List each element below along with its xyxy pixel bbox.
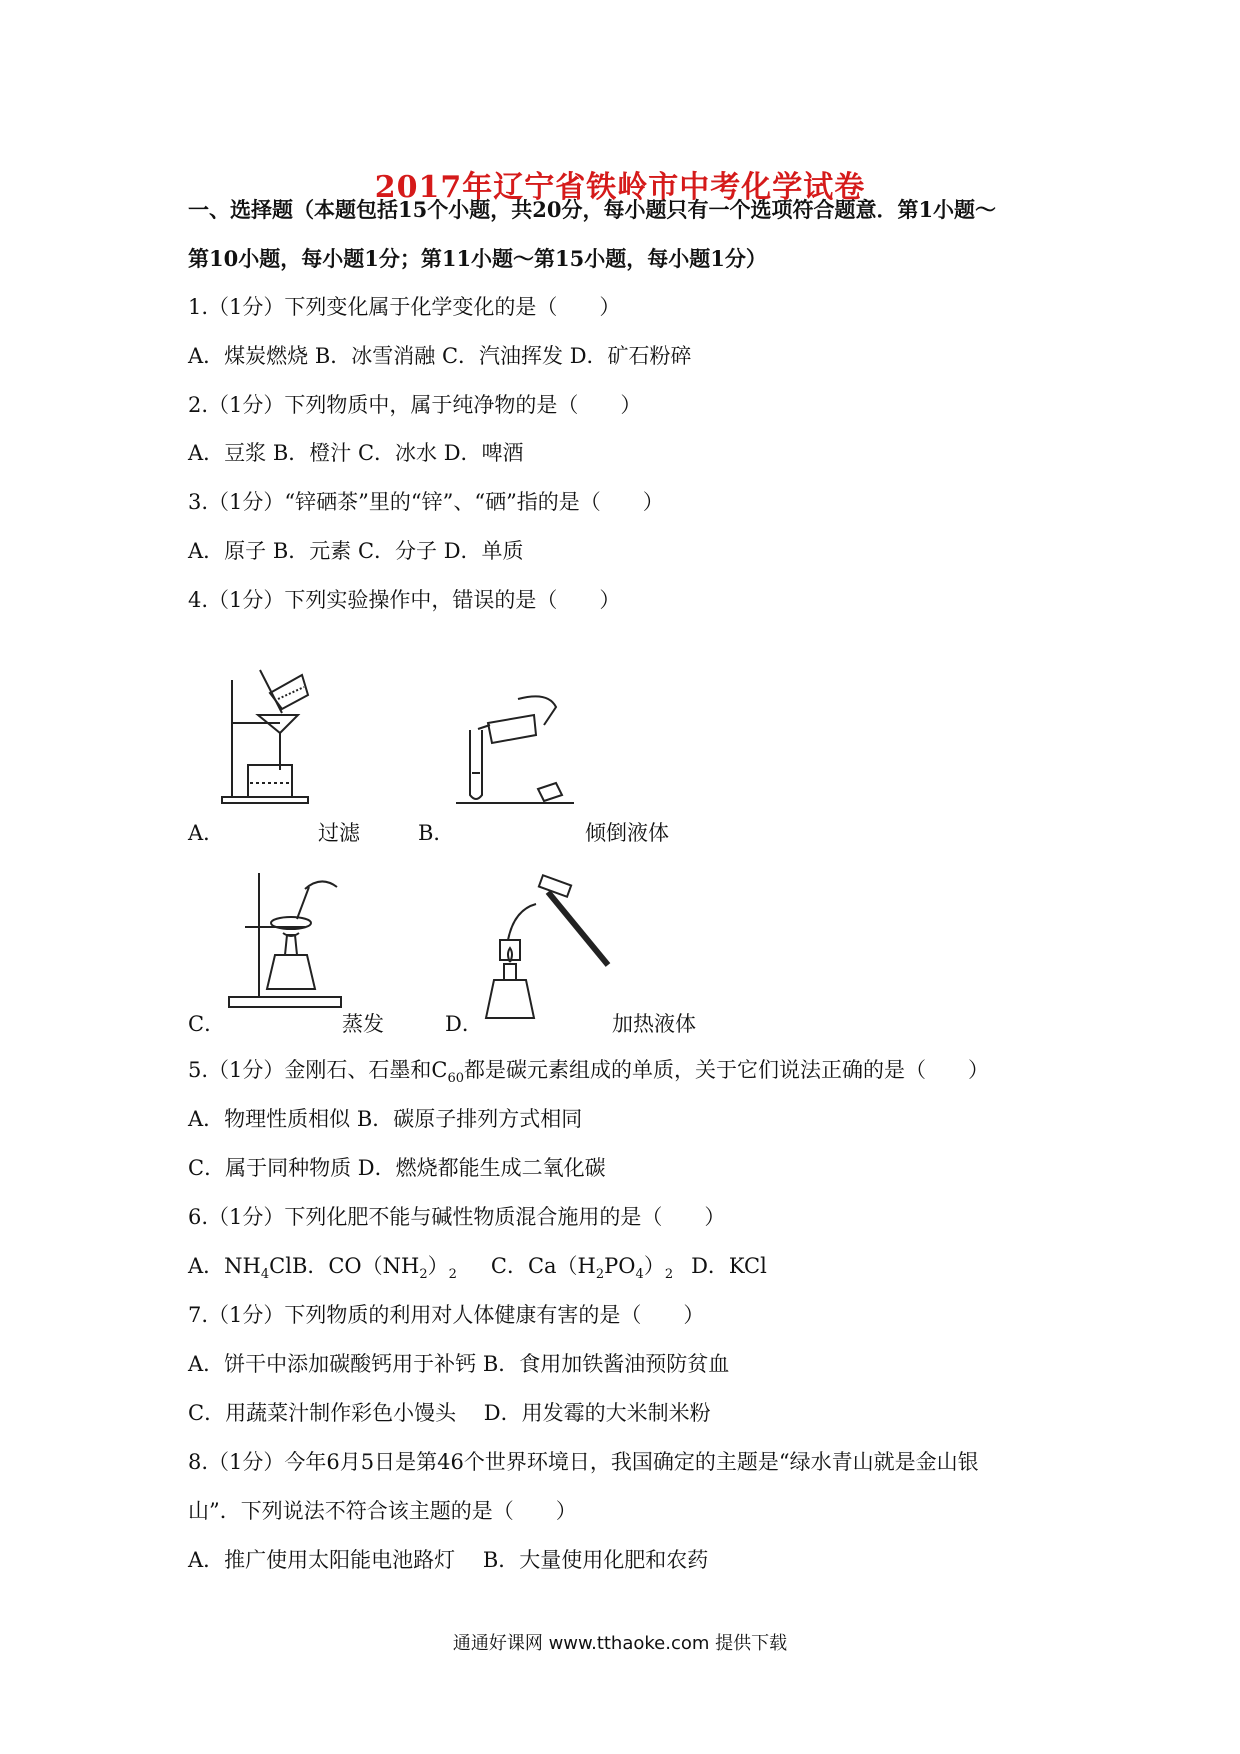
question-7: 7.（1分）下列物质的利用对人体健康有害的是（ ）	[188, 1303, 705, 1327]
heating-liquid-image	[478, 870, 618, 1025]
q6-option-a: A．NH	[188, 1254, 261, 1278]
evaporation-apparatus-image	[225, 865, 345, 1010]
question-2: 2.（1分）下列物质中，属于纯净物的是（ ）	[188, 393, 642, 417]
q6-option-c-mid2: ）	[643, 1254, 665, 1278]
q4-option-a-letter: A．	[188, 821, 225, 845]
question-7-options-1: A．饼干中添加碳酸钙用于补钙 B．食用加铁酱油预防贫血	[188, 1352, 730, 1376]
q6-option-b-sub2: 2	[448, 1267, 457, 1283]
question-4: 4.（1分）下列实验操作中，错误的是（ ）	[188, 588, 621, 612]
filtration-apparatus-image	[220, 665, 310, 805]
section-heading-line1: 一、选择题（本题包括15个小题，共20分，每小题只有一个选项符合题意．第1小题～	[188, 197, 997, 222]
q6-option-c-sub2: 4	[635, 1267, 644, 1283]
page-title: 2017年辽宁省铁岭市中考化学试卷	[374, 170, 866, 205]
q6-option-b: B．CO（NH	[291, 1254, 420, 1278]
q6-option-b-mid: ）	[427, 1254, 449, 1278]
section-heading-line2: 第10小题，每小题1分；第11小题～第15小题，每小题1分）	[188, 246, 767, 271]
q4-option-a-label: 过滤	[318, 821, 360, 845]
question-3-options: A．原子 B．元素 C．分子 D．单质	[188, 539, 524, 563]
q6-option-a-end: Cl	[269, 1254, 292, 1278]
q4-option-b-label: 倾倒液体	[585, 821, 669, 845]
q6-option-c: C．Ca（H	[490, 1254, 596, 1278]
question-5-options-2: C．属于同种物质 D．燃烧都能生成二氧化碳	[188, 1156, 606, 1180]
q6-option-c-sub1: 2	[595, 1267, 605, 1283]
question-7-options-2: C．用蔬菜汁制作彩色小馒头 D．用发霉的大米制米粉	[188, 1401, 711, 1425]
question-5	[188, 1057, 989, 1092]
q6-option-b-sub1: 2	[419, 1267, 428, 1283]
q6-option-a-sub: 4	[260, 1267, 270, 1283]
question-5-text-end: 都是碳元素组成的单质，关于它们说法正确的是（ ）	[464, 1058, 990, 1082]
q4-option-d-label: 加热液体	[612, 1012, 696, 1036]
question-6: 6.（1分）下列化肥不能与碱性物质混合施用的是（ ）	[188, 1205, 726, 1229]
question-5-subscript: 60	[447, 1071, 465, 1087]
question-1: 1.（1分）下列变化属于化学变化的是（ ）	[188, 295, 621, 319]
q6-option-c-sub3: 2	[664, 1267, 674, 1283]
question-8-options: A．推广使用太阳能电池路灯 B．大量使用化肥和农药	[188, 1548, 709, 1572]
question-6-options	[188, 1253, 767, 1288]
q6-option-d: D．KCl	[691, 1254, 767, 1278]
pouring-liquid-image	[448, 685, 578, 815]
q4-option-d-letter: D．	[445, 1012, 483, 1036]
q4-option-c-letter: C．	[188, 1012, 226, 1036]
question-5-options-1: A．物理性质相似 B．碳原子排列方式相同	[188, 1107, 583, 1131]
question-8-line1: 8.（1分）今年6月5日是第46个世界环境日，我国确定的主题是“绿水青山就是金山银	[188, 1450, 979, 1474]
q4-option-b-letter: B．	[418, 821, 455, 845]
question-1-options: A．煤炭燃烧 B．冰雪消融 C．汽油挥发 D．矿石粉碎	[188, 344, 692, 368]
question-5-text-start: 5.（1分）金刚石、石墨和C	[188, 1058, 448, 1082]
q4-option-c-label: 蒸发	[342, 1012, 384, 1036]
question-3: 3.（1分）“锌硒茶”里的“锌”、“硒”指的是（ ）	[188, 490, 664, 514]
question-2-options: A．豆浆 B．橙汁 C．冰水 D．啤酒	[188, 441, 524, 465]
q6-option-c-mid: PO	[604, 1254, 636, 1278]
question-8-line2: 山”．下列说法不符合该主题的是（ ）	[188, 1499, 577, 1523]
page-footer: 通通好课网 www.tthaoke.com 提供下载	[452, 1633, 788, 1654]
